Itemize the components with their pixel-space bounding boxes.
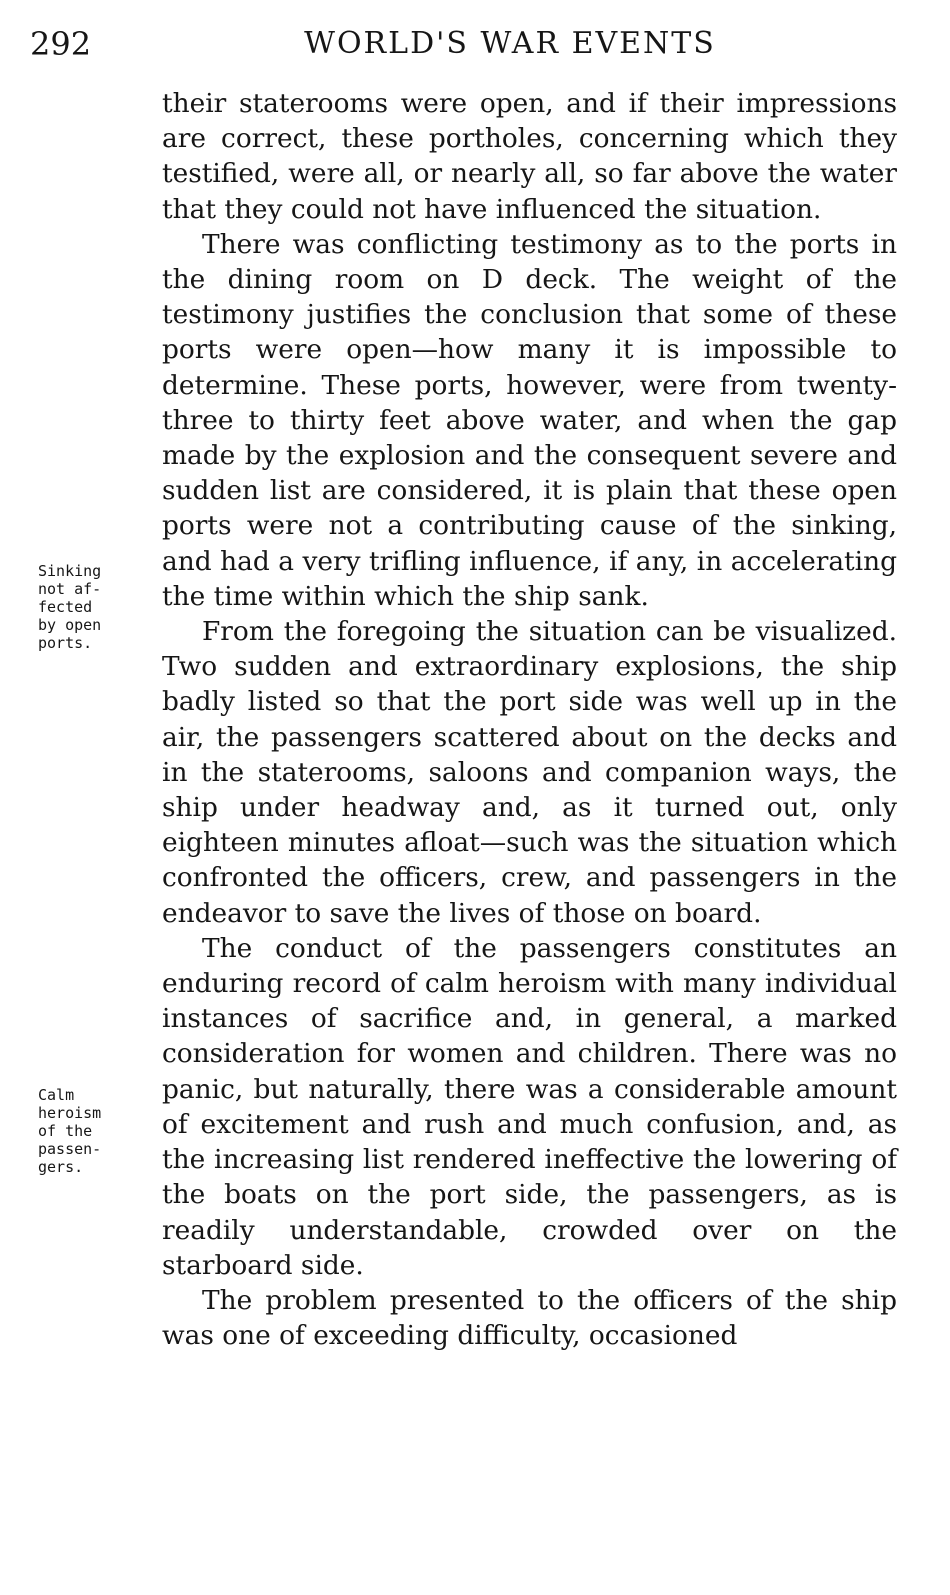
margin-note-sinking: Sinking not af- fected by open ports. [38,562,102,652]
margin-note-heroism: Calm heroism of the passen- gers. [38,1086,102,1176]
body-text [162,86,897,1353]
page-number: 292 [30,25,92,63]
running-head: WORLD'S WAR EVENTS [304,26,716,61]
paragraph-passenger-conduct: The conduct of the passengers constitutes an enduring record of calm heroism with many individual instances of sacrifice and, in general, a marked consideration for women and children. There was no panic, but naturally, there was a considerable amount of excitement and rush and much confusion, and, as the increasing list rendered ineffective the lowering of the boats on the port side, the passengers, as is readily understandable, crowded over on the starboard side. [162,932,897,1281]
paragraph-continued: their staterooms were open, and if their impressions are correct, these portholes, concerning which they testified, were all, or nearly all, so far above the water that they could not have influenced the situation. [162,88,897,225]
paragraph-officers-problem: The problem presented to the officers of the ship was one of exceeding difficulty, occasioned [162,1284,897,1352]
paragraph-situation: From the foregoing the situation can be visualized. Two sudden and extraordinary explosions, the ship badly listed so that the port side was well up in the air, the passengers scattered about on the decks and in the staterooms, saloons and companion ways, the ship under headway and, as it turned out, only eighteen minutes afloat—such was the situation which confronted the officers, crew, and passengers in the endeavor to save the lives of those on board. [162,616,897,929]
paragraph-dining-room-ports: There was conflicting testimony as to the ports in the dining room on D deck. The weight of the testimony justifies the conclusion that some of these ports were open—how many it is impossible to determine. These ports, however, were from twenty-three to thirty feet above water, and when the gap made by the explosion and the consequent severe and sudden list are considered, it is plain that these open ports were not a contributing cause of the sinking, and had a very trifling influence, if any, in accelerating the time within which the ship sank. [162,228,897,612]
